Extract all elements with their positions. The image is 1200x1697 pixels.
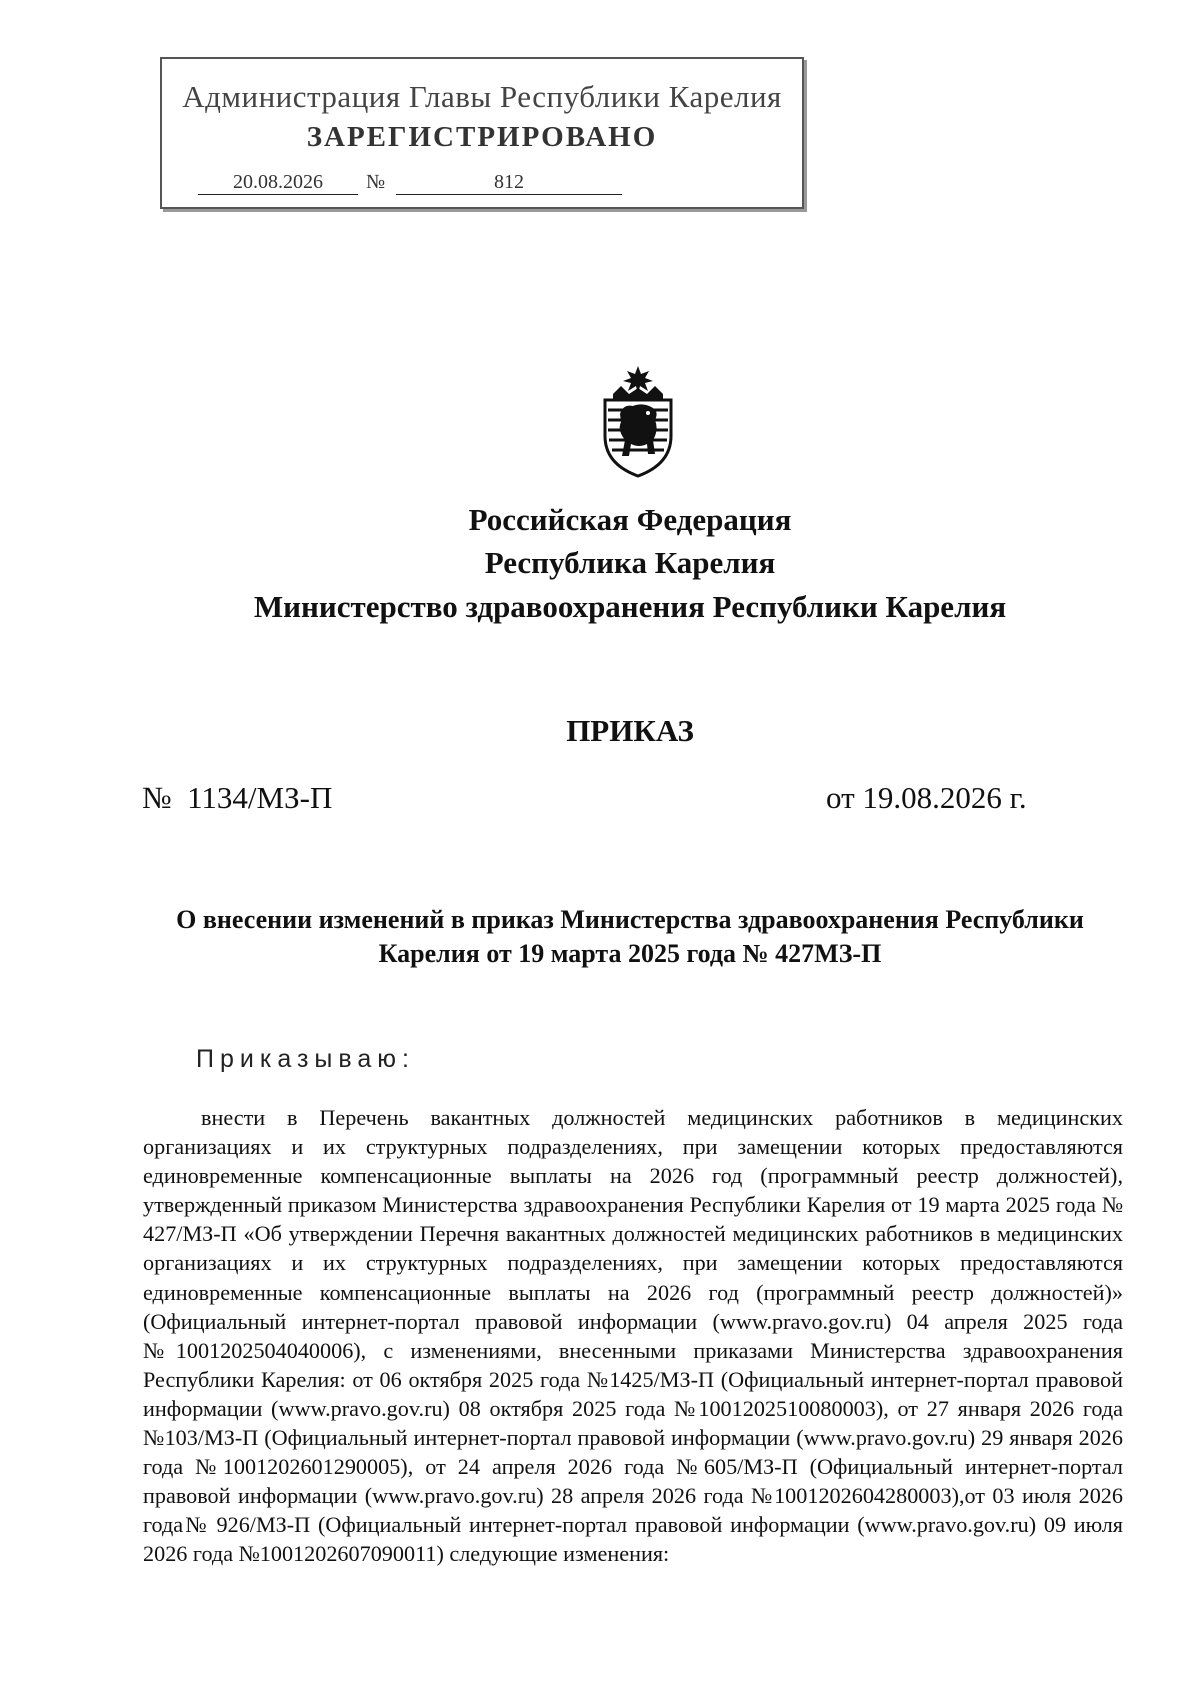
header-ministry: Министерство здравоохранения Республики Карелия bbox=[253, 589, 1007, 624]
stamp-date: 20.08.2026 bbox=[198, 171, 358, 195]
stamp-organization: Администрация Главы Республики Карелия bbox=[182, 79, 782, 114]
stamp-registration-line bbox=[182, 171, 772, 197]
stamp-number-sign: № bbox=[366, 171, 386, 193]
order-date: от 19.08.2026 г. bbox=[826, 780, 1027, 815]
karelia-coat-of-arms-icon bbox=[593, 364, 683, 479]
decree-word: Приказываю: bbox=[196, 1045, 415, 1073]
order-subject: О внесении изменений в приказ Министерства здравоохранения Республики Карелия от 19 марта 2025 года № 427МЗ-П bbox=[176, 905, 1084, 968]
stamp-status: ЗАРЕГИСТРИРОВАНО bbox=[306, 121, 658, 153]
stamp-number: 812 bbox=[396, 171, 622, 195]
header-country: Российская Федерация bbox=[468, 502, 792, 537]
header-republic: Республика Карелия bbox=[484, 545, 776, 580]
order-title: ПРИКАЗ bbox=[566, 713, 694, 748]
registration-stamp bbox=[160, 57, 804, 209]
order-number: № 1134/МЗ-П bbox=[142, 780, 333, 815]
order-body-text: внести в Перечень вакантных должностей медицинских работников в медицинских организациях и их структурных подразделениях, при замещении которых предоставляются единовременные компенсационные выплаты на 2026 год (программный реестр должностей), утвержденный приказом Министерства здравоохранения Республики Карелия от 19 марта 2025 года № 427/МЗ-П «Об утверждении Перечня вакантных должностей медицинских работников в медицинских организациях и их структурных подразделениях, при замещении которых предоставляются единовременные компенсационные выплаты на 2026 год (программный реестр должностей)» (Официальный интернет-портал правовой информации (www.pravo.gov.ru) 04 апреля 2025 года №1001202504040006), с изменениями, внесенными приказами Министерства здравоохранения Республики Карелия: от 06 октября 2025 года №1425/МЗ-П (Официальный интернет-портал правовой информации (www.pravo.gov.ru) 08 октября 2025 года №1001202510080003), от 27 января 2026 года №103/МЗ-П (Официальный интернет-портал правовой информации (www.pravo.gov.ru) 29 января 2026 года №1001202601290005), от 24 апреля 2026 года №605/МЗ-П (Официальный интернет-портал правовой информации (www.pravo.gov.ru) 28 апреля 2026 года №1001202604280003),от 03 июля 2026 года№ 926/МЗ-П (Официальный интернет-портал правовой информации (www.pravo.gov.ru) 09 июля 2026 года №1001202607090011) следующие изменения: bbox=[143, 1105, 1123, 1567]
